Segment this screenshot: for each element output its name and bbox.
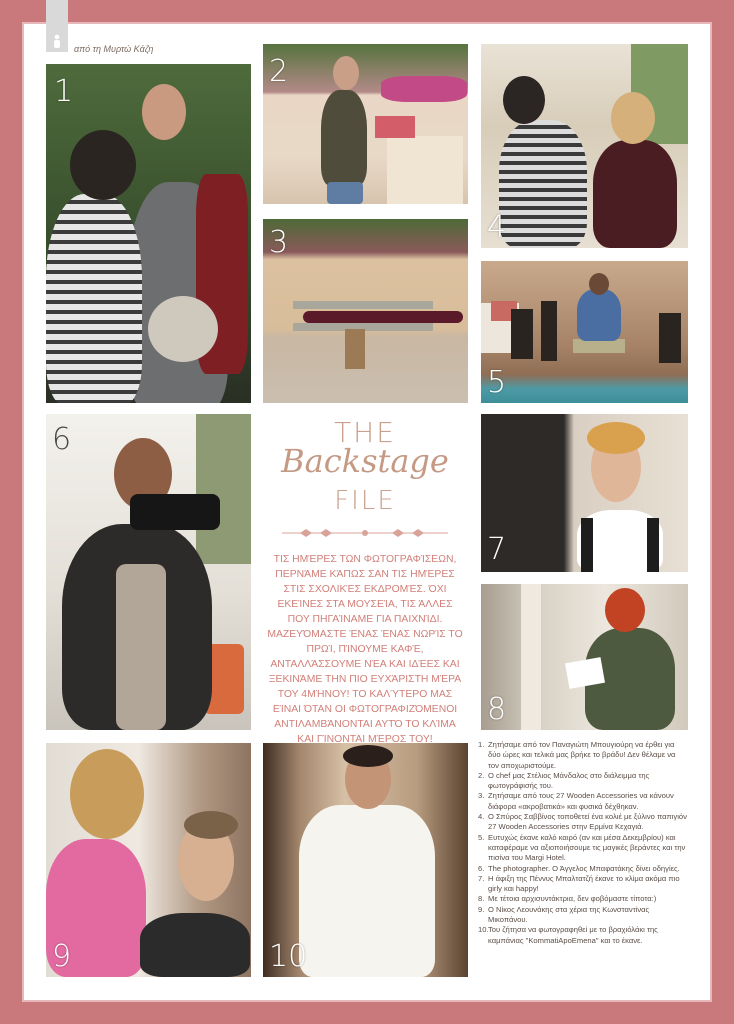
section-tab — [46, 0, 68, 52]
list-item: 2. Ο chef μας Στέλιος Μάνδαλος στο διάλειμμα της φωτογράφισής του. — [478, 770, 650, 791]
list-item: 9. Ο Νίκος Λεουνάκης στα χέρια της Κωνσταντίνας Μικοπάνου. — [478, 904, 650, 925]
list-item: 10. Του ζήτησα να φωτογραφηθεί με το βραχιόλάκι της καμπάνιας "KommatiApoEmena" και το έκανε. — [478, 925, 658, 945]
photo-6 — [46, 414, 251, 730]
list-item: 8. Με τέτοια αρχισυντάκτρια, δεν φοβόμαστε τίποτα:) — [478, 894, 657, 904]
photo-5 — [481, 261, 688, 403]
photo-number: 4 — [487, 210, 507, 245]
ornament-divider — [280, 526, 450, 540]
photo-number: 2 — [269, 54, 289, 89]
photo-number: 9 — [52, 939, 72, 974]
title-the: THE — [334, 416, 396, 449]
person-icon — [52, 34, 62, 48]
photo-number: 7 — [487, 532, 507, 567]
title-backstage: Backstage — [281, 442, 449, 480]
photo-number: 3 — [269, 225, 289, 260]
list-item: 1. Ζητήσαμε από τον Παναγιώτη Μπουγιούρη να έρθει για δύο ώρες και τελικά μας βρήκε το βράδυ! Δεν θέλαμε να τον αποχωριστούμε. — [478, 740, 676, 770]
title-block — [262, 414, 468, 744]
photo-number: 1 — [54, 74, 74, 109]
photo-1 — [46, 64, 251, 403]
photo-2 — [263, 44, 468, 204]
captions-list — [478, 740, 688, 946]
photo-7 — [481, 414, 688, 572]
list-item: 5. Ευτυχώς έκανε καλό καιρό (αν και μέσα Δεκεμβρίου) και καταφέραμε να αξιοποιήσουμε τις μαγικές βεράντες και την πισίνα του Margi Hotel. — [478, 832, 686, 863]
photo-10 — [263, 743, 468, 977]
photo-number: 10 — [269, 939, 308, 974]
photo-9 — [46, 743, 251, 977]
list-item: 6. The photographer. Ο Άγγελος Μπαφατάκης δίνει οδηγίες. — [478, 863, 680, 873]
intro-text: ΤΙΣ ΗΜΈΡΕΣ ΤΩΝ ΦΩΤΟΓΡΑΦΊΣΕΩΝ, ΠΕΡΝΆΜΕ ΚΆΠΩΣ ΣΑΝ ΤΙΣ ΗΜΈΡΕΣ ΣΤΙΣ ΣΧΟΛΙΚΈΣ ΕΚΔΡΟΜΈΣ. ΌΧΙ ΕΚΕΊΝΕΣ ΣΤΑ ΜΟΥΣΕΊΑ, ΤΙΣ ΆΛΛΕΣ ΠΟΥ ΠΗΓΑΊΝΑΜΕ ΓΙΑ ΠΑΙΧΝΊΔΙ. ΜΑΖΕΥΌΜΑΣΤΕ ΈΝΑΣ ΈΝΑΣ ΝΩΡΊΣ ΤΟ ΠΡΩΊ, ΠΊΝΟΥΜΕ ΚΑΦΈ, ΑΝΤΑΛΛΆΣΣΟΥΜΕ ΝΈΑ ΚΑΙ ΙΔΈΕΣ ΚΑΙ ΞΕΚΙΝΆΜΕ ΤΗΝ ΠΙΟ ΕΥΧΆΡΙΣΤΗ ΜΈΡΑ ΤΟΥ 4ΜΉΝΟΥ! ΤΟ ΚΑΛΎΤΕΡΟ ΜΑΣ ΕΊΝΑΙ ΌΤΑΝ ΟΙ ΦΩΤΟΓΡΑΦΙΖΌΜΕΝΟΙ ΑΝΤΙΛΑΜΒΆΝΟΝΤΑΙ ΑΥΤΌ ΤΟ ΚΛΊΜΑ ΚΑΙ ΓΊΝΟΝΤΑΙ ΜΈΡΟΣ ΤΟΥ! — [267, 554, 463, 745]
photo-number: 5 — [487, 365, 507, 400]
photo-3 — [263, 219, 468, 403]
list-item: 7. Η άφιξη της Πέννυς Μπαλτατζή έκανε το κλίμα ακόμα πιο girly και happy! — [478, 873, 680, 894]
list-item: 4. Ο Σπύρος Σαββίνος τοποθετεί ένα κολιέ με ξύλινο παπιγιόν 27 Wooden Accessories στην Ερμίνα Κεχαγιά. — [478, 812, 687, 832]
photo-number: 6 — [52, 422, 72, 457]
photo-4 — [481, 44, 688, 248]
byline: από τη Μυρτώ Κάζη — [74, 44, 154, 54]
list-item: 3. Ζητήσαμε από τους 27 Wooden Accessories να κάνουν διάφορα «ακροβατικά» και φυσικά δέχθηκαν. — [478, 791, 674, 811]
photo-number: 8 — [487, 692, 507, 727]
title-file: FILE — [334, 486, 396, 516]
photo-8 — [481, 584, 688, 730]
